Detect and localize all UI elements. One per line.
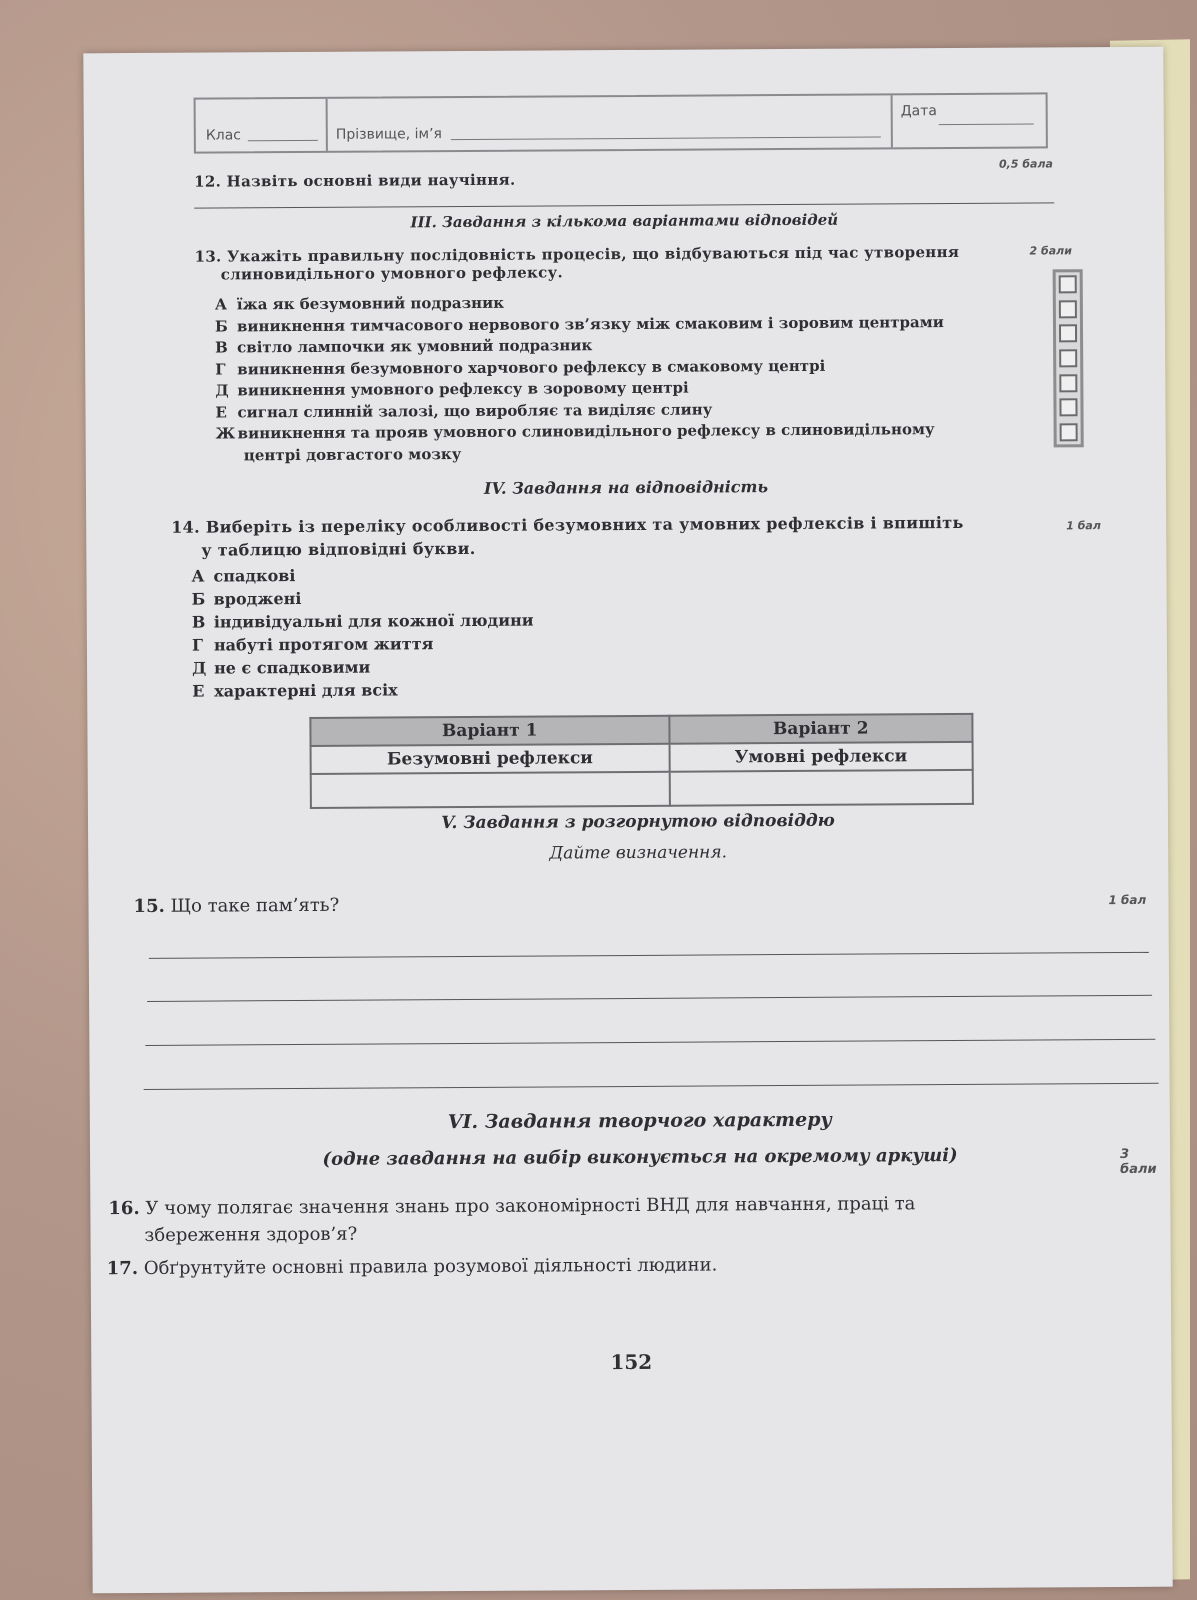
table-row	[311, 742, 973, 774]
name-label: Прізвище, ім’я	[335, 126, 442, 143]
question-number: 13.	[194, 247, 222, 266]
answer-box-5[interactable]	[1059, 374, 1077, 392]
question-13	[194, 243, 1024, 284]
date-field[interactable]	[891, 94, 1044, 147]
option-d: Д виникнення умовного рефлексу в зоровому центрі	[215, 378, 689, 400]
answer-line-4[interactable]	[144, 1083, 1159, 1090]
points-q13: 2 бали	[1029, 244, 1072, 258]
question-17	[107, 1252, 1107, 1279]
section-5-title: V. Завдання з розгорнутою відповіддю	[441, 810, 835, 834]
option-zh: Ж виникнення та прояв умовного слиновидільного рефлексу в слиновидільному	[215, 420, 935, 443]
points-q14: 1 бал	[1066, 519, 1101, 533]
question-text-cont: слиновидільного умовного рефлексу.	[220, 263, 564, 284]
q13-options	[215, 289, 1046, 466]
section-3-title: III. Завдання з кількома варіантами відповідей	[410, 210, 839, 232]
option-d: Д не є спадковими	[192, 657, 371, 678]
answer-box-4[interactable]	[1059, 349, 1077, 367]
question-text: Виберіть із переліку особливості безумовних та умовних рефлексів і впишіть	[205, 512, 964, 537]
question-text: Що таке пам’ять?	[170, 894, 340, 917]
question-text-cont: у таблицю відповідні букви.	[201, 538, 476, 560]
question-number: 16.	[108, 1197, 140, 1220]
q14-options	[191, 561, 792, 703]
cell-conditioned: Умовні рефлекси	[669, 742, 973, 772]
points-section-6: 3 бали	[1120, 1146, 1157, 1178]
question-14	[171, 510, 1051, 561]
question-text: У чому полягає значення знань про закономірності ВНД для навчання, праці та	[145, 1193, 916, 1219]
worksheet-page	[83, 47, 1172, 1594]
option-h: Г набуті протягом життя	[191, 634, 434, 655]
option-a: А спадкові	[191, 566, 296, 586]
question-number: 14.	[171, 517, 201, 537]
option-e: Е характерні для всіх	[192, 680, 398, 701]
option-a: А їжа як безумовний подразник	[214, 293, 505, 314]
answer-table-q14	[309, 713, 974, 809]
answer-line-1[interactable]	[149, 952, 1149, 959]
option-b: Б вроджені	[191, 588, 302, 609]
option-zh-cont: центрі довгастого мозку	[243, 444, 462, 464]
header-fields	[194, 92, 1048, 153]
section-5-subtitle: Дайте визначення.	[549, 842, 728, 864]
table-answer-row	[311, 770, 973, 808]
answer-line-q12[interactable]	[194, 202, 1054, 208]
points-q15: 1 бал	[1108, 892, 1147, 908]
answer-box-7[interactable]	[1060, 423, 1078, 441]
question-15	[133, 895, 339, 917]
answer-box-1[interactable]	[1059, 276, 1077, 294]
question-text: Назвіть основні види научіння.	[226, 170, 516, 191]
header-variant-2: Варіант 2	[669, 714, 973, 744]
question-number: 17.	[106, 1258, 139, 1280]
answer-sequence-boxes	[1053, 269, 1084, 447]
question-16	[108, 1189, 1108, 1249]
section-4-title: IV. Завдання на відповідність	[483, 477, 769, 498]
points-q12: 0,5 бала	[998, 157, 1053, 171]
option-e: Е сигнал слинній залозі, що виробляє та виділяє слину	[215, 399, 713, 422]
question-text: Укажіть правильну послідовність процесів, що відбуваються під час утворення	[227, 242, 960, 266]
answer-cell-variant-2[interactable]	[669, 770, 973, 806]
answer-line-3[interactable]	[145, 1039, 1155, 1046]
question-text: Обґрунтуйте основні правила розумової діяльності людини.	[143, 1254, 718, 1279]
table-header-row	[310, 714, 972, 746]
answer-line-2[interactable]	[147, 995, 1152, 1002]
page-number: 152	[610, 1349, 653, 1375]
question-number: 15.	[133, 895, 165, 918]
answer-box-3[interactable]	[1059, 325, 1077, 343]
name-field[interactable]	[326, 95, 893, 150]
question-12	[194, 171, 515, 191]
header-variant-1: Варіант 1	[310, 716, 669, 746]
cell-unconditioned: Безумовні рефлекси	[311, 744, 670, 774]
class-field[interactable]	[196, 99, 328, 152]
question-text-cont: збереження здоров’я?	[144, 1223, 358, 1246]
option-b: Б виникнення тимчасового нервового зв’язку між смаковим і зоровим центрами	[214, 312, 944, 336]
answer-box-6[interactable]	[1059, 398, 1077, 416]
class-label: Клас	[205, 127, 242, 144]
answer-box-2[interactable]	[1059, 300, 1077, 318]
option-h: Г виникнення безумовного харчового рефлексу в смаковому центрі	[215, 356, 826, 379]
question-number: 12.	[194, 172, 222, 191]
option-v: В світло лампочки як умовний подразник	[215, 336, 593, 357]
section-6-subtitle: (одне завдання на вибір виконується на окремому аркуші)	[322, 1144, 958, 1170]
section-6-title: VI. Завдання творчого характеру	[447, 1108, 832, 1134]
date-label: Дата	[900, 103, 937, 120]
answer-cell-variant-1[interactable]	[311, 772, 670, 808]
option-v: В індивідуальні для кожної людини	[191, 610, 534, 632]
